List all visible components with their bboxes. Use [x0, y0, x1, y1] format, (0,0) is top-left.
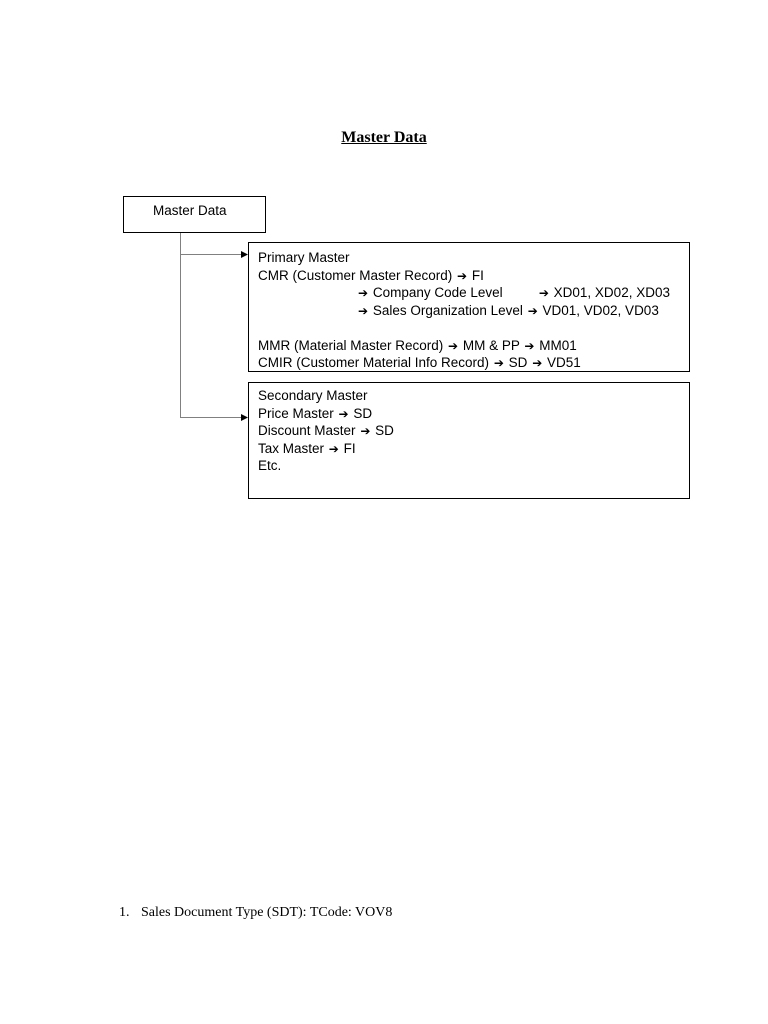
tax-master-line — [258, 440, 689, 458]
cmir-text: CMIR (Customer Material Info Record) — [258, 355, 490, 370]
secondary-heading: Secondary Master — [258, 388, 368, 403]
arrow-right-icon: ➔ — [457, 268, 468, 283]
price-master-target: SD — [353, 405, 373, 421]
cmir-line — [258, 354, 689, 372]
mmr-tcode: MM01 — [539, 337, 577, 353]
mmr-text: MMR (Material Master Record) — [258, 337, 444, 353]
connector-vertical-line — [180, 233, 181, 418]
connector-to-secondary — [180, 417, 242, 418]
price-master-text: Price Master — [258, 405, 334, 421]
arrow-right-icon: ➔ — [493, 356, 504, 370]
sales-org-line — [258, 302, 689, 320]
arrow-right-icon: ➔ — [527, 303, 538, 318]
secondary-master-box — [248, 382, 690, 499]
sales-org-tcodes: VD01, VD02, VD03 — [542, 302, 659, 318]
list-item-number: 1. — [119, 905, 130, 920]
cmr-target: FI — [471, 267, 484, 283]
cmr-text: CMR (Customer Master Record) — [258, 267, 453, 283]
connector-to-primary — [180, 254, 242, 255]
primary-heading: Primary Master — [258, 250, 350, 265]
tax-master-target: FI — [343, 440, 356, 456]
sales-org-label: Sales Organization Level — [372, 302, 523, 318]
discount-master-target: SD — [375, 423, 394, 438]
arrow-right-icon: ➔ — [524, 338, 535, 353]
root-box-label: Master Data — [153, 203, 227, 218]
arrow-right-icon: ➔ — [358, 303, 369, 318]
primary-master-box — [248, 242, 690, 372]
company-code-line — [258, 284, 689, 302]
page-title: Master Data — [341, 129, 427, 146]
price-master-line — [258, 405, 689, 423]
arrow-right-icon: ➔ — [328, 441, 339, 456]
cmr-line — [258, 267, 689, 285]
arrow-right-icon: ➔ — [532, 356, 543, 370]
arrow-right-icon: ➔ — [538, 286, 549, 300]
master-data-root-box — [123, 196, 266, 233]
list-item-text: Sales Document Type (SDT): TCode: VOV8 — [141, 905, 393, 920]
arrowhead-secondary-icon — [241, 414, 248, 421]
mmr-module: MM & PP — [462, 337, 520, 353]
blank-line — [258, 319, 689, 337]
cmir-tcode: VD51 — [547, 355, 581, 370]
etc-line: Etc. — [258, 458, 282, 473]
mmr-line — [258, 337, 689, 355]
arrow-right-icon: ➔ — [338, 406, 349, 421]
arrowhead-primary-icon — [241, 251, 248, 258]
company-code-label: Company Code Level — [372, 285, 503, 300]
discount-master-text: Discount Master — [258, 423, 356, 438]
cmir-module: SD — [508, 355, 528, 370]
arrow-right-icon: ➔ — [358, 286, 369, 300]
arrow-right-icon: ➔ — [448, 338, 459, 353]
company-code-tcodes: XD01, XD02, XD03 — [553, 285, 670, 300]
discount-master-line — [258, 422, 689, 440]
numbered-list-item — [119, 905, 392, 921]
tax-master-text: Tax Master — [258, 440, 325, 456]
arrow-right-icon: ➔ — [360, 424, 371, 438]
